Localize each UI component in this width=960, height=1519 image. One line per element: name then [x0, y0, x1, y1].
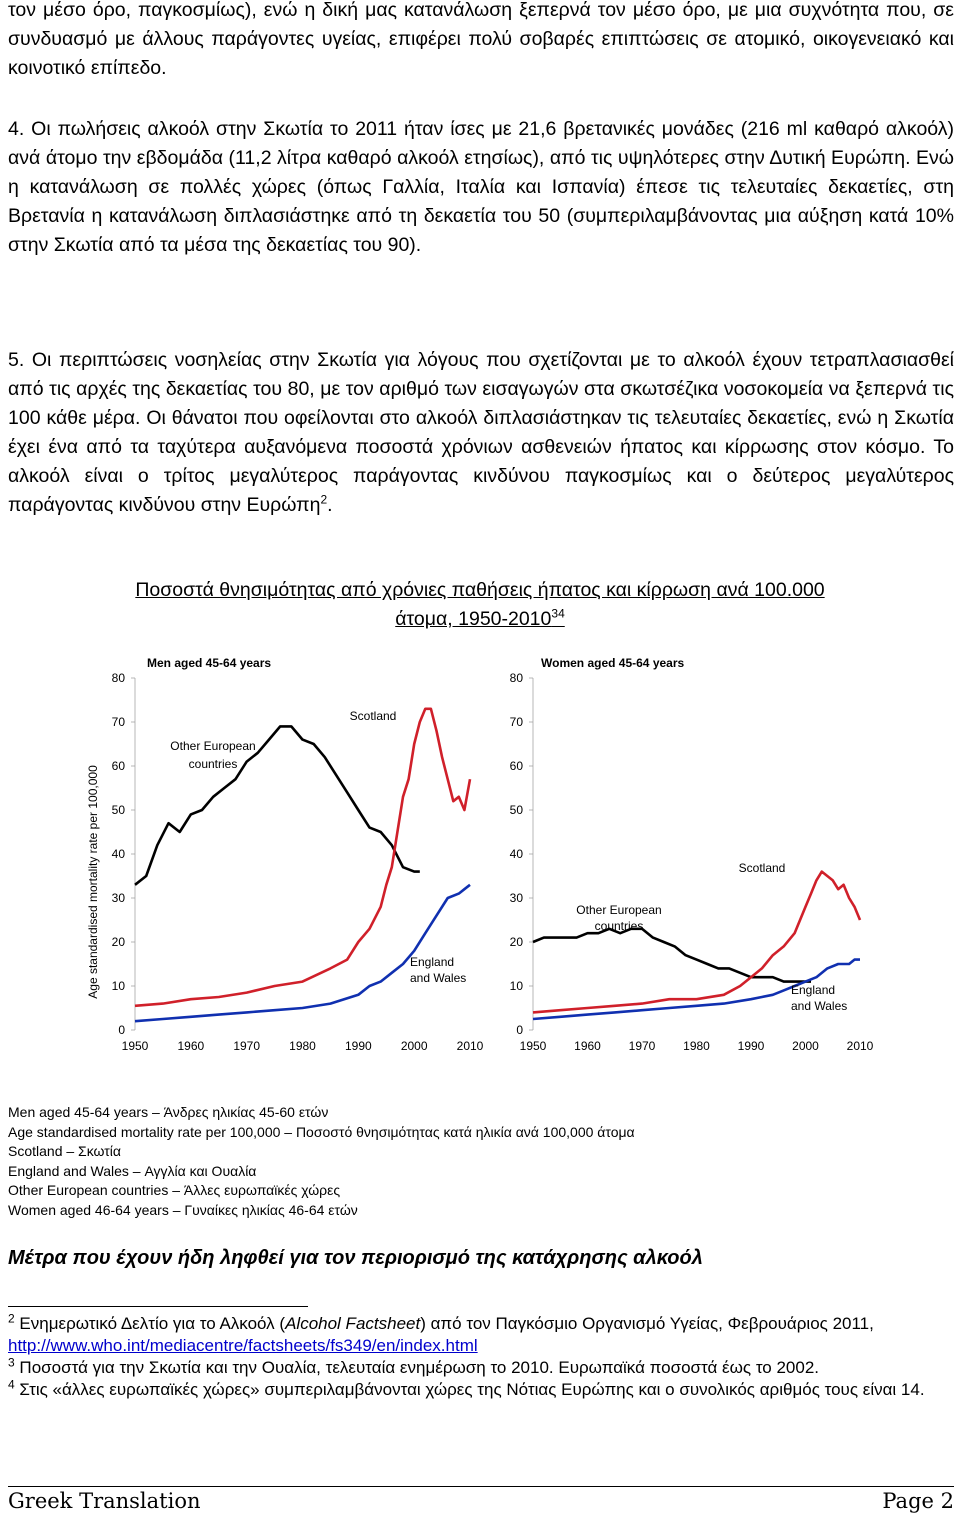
- mortality-charts: [0, 650, 960, 1070]
- page-footer: [8, 1486, 954, 1513]
- figure-title-line2: [0, 605, 960, 634]
- footnote-3-number: 3: [8, 1355, 15, 1370]
- page-number: Page 2: [882, 1489, 954, 1513]
- x-tick-label: 2010: [846, 1039, 874, 1053]
- y-tick-label: 80: [509, 671, 523, 685]
- y-tick-label: 70: [111, 715, 125, 729]
- x-tick-label: 2000: [400, 1039, 428, 1053]
- y-tick-label: 60: [111, 759, 125, 773]
- paragraph-5-text: 5. Οι περιπτώσεις νοσηλείας στην Σκωτία για λόγους που σχετίζονται με το αλκοόλ έχουν τετραπλασιασθεί από τις αρχές της δεκαετίας του 80, με τον αριθμό των εισαγωγών στα σκωτσέζικα νοσοκομεία να ξεπερνά τις 100 κάθε μέρα. Οι θάνατοι που οφείλονται στο αλκοόλ διπλασιάστηκαν τις τελευταίες δεκαετίες, ενώ η Σκωτία έχει ένα από τα ταχύτερα αυξανόμενα ποσοστά χρόνιων ασθενειών ήπατος και κίρρωσης στον κόσμο. Το αλκοόλ είναι ο τρίτος μεγαλύτερος παράγοντας κινδύνου παγκοσμίως και ο δεύτερος μεγαλύτερος παράγοντας κινδύνου στην Ευρώπη: [8, 349, 954, 516]
- footnote-2-number: 2: [8, 1311, 15, 1326]
- x-tick-label: 1990: [344, 1039, 372, 1053]
- y-tick-label: 20: [111, 935, 125, 949]
- y-tick-label: 60: [509, 759, 523, 773]
- x-tick-label: 1960: [574, 1039, 601, 1053]
- footnote-4-text: Στις «άλλες ευρωπαϊκές χώρες» συμπεριλαμβάνονται χώρες της Νότιας Ευρώπης και ο συνολικός αριθμός τους είναι 14.: [19, 1380, 925, 1399]
- y-tick-label: 50: [509, 803, 523, 817]
- footnote-4: [8, 1379, 954, 1401]
- footnote-3: [8, 1357, 954, 1379]
- translation-legend: [8, 1103, 635, 1220]
- figure-title: [0, 576, 960, 634]
- annotation-england-wales: England: [410, 955, 455, 969]
- legend-line: Scotland – Σκωτία: [8, 1143, 121, 1159]
- other-europe-line: [533, 929, 811, 982]
- y-tick-label: 20: [509, 935, 523, 949]
- who-factsheet-link[interactable]: http://www.who.int/mediacentre/factsheets/fs349/en/index.html: [8, 1336, 478, 1355]
- paragraph-4: 4. Οι πωλήσεις αλκοόλ στην Σκωτία το 2011 ήταν ίσες με 21,6 βρετανικές μονάδες (216 ml καθαρό αλκοόλ) ανά άτομο την εβδομάδα (11,2 λίτρα καθαρό αλκοόλ ετησίως), από τις υψηλότερες στην Δυτική Ευρώπη. Ενώ η κατανάλωση σε πολλές χώρες (όπως Γαλλία, Ιταλία και Ισπανία) έπεσε τις τελευταίες δεκαετίες, στη Βρετανία η κατανάλωση διπλασιάστηκε από τη δεκαετία του 50 (συμπεριλαμβάνοντας μια αύξηση κατά 10% στην Σκωτία από τα μέσα της δεκαετίας του 90).: [8, 118, 954, 256]
- x-tick-label: 2010: [456, 1039, 484, 1053]
- y-tick-label: 80: [111, 671, 125, 685]
- legend-line: England and Wales – Αγγλία και Ουαλία: [8, 1162, 257, 1179]
- annotation-other-european: Other European: [170, 739, 256, 753]
- annotation-other-european: countries: [594, 919, 644, 933]
- x-tick-label: 1950: [121, 1039, 149, 1053]
- x-tick-label: 1960: [177, 1039, 205, 1053]
- x-tick-label: 1950: [519, 1039, 547, 1053]
- annotation-other-european: countries: [188, 757, 238, 771]
- y-tick-label: 30: [509, 891, 523, 905]
- footnote-ref-2[interactable]: 2: [320, 492, 328, 507]
- y-tick-label: 50: [111, 803, 125, 817]
- footnote-2-text-b: ) από τον Παγκόσμιο Οργανισμό Υγείας, Φεβρουάριος 2011,: [420, 1314, 874, 1333]
- x-tick-label: 2000: [792, 1039, 819, 1053]
- annotation-england-wales: England: [791, 983, 836, 997]
- x-tick-label: 1990: [737, 1039, 765, 1053]
- footer-left: Greek Translation: [8, 1489, 201, 1513]
- footnote-2-text-a: Ενημερωτικό Δελτίο για το Αλκοόλ (: [19, 1314, 286, 1333]
- footnote-3-text: Ποσοστά για την Σκωτία και την Ουαλία, τελευταία ενημέρωση το 2010. Ευρωπαϊκά ποσοστά έως το 2002.: [19, 1358, 820, 1377]
- y-tick-label: 0: [516, 1023, 523, 1037]
- y-tick-label: 10: [111, 979, 125, 993]
- annotation-england-wales: and Wales: [791, 999, 848, 1013]
- y-tick-label: 40: [509, 847, 523, 861]
- section-heading: Μέτρα που έχουν ήδη ληφθεί για τον περιορισμό της κατάχρησης αλκοόλ: [8, 1247, 703, 1269]
- y-tick-label: 40: [111, 847, 125, 861]
- figure-title-sup: 34: [551, 606, 565, 621]
- x-tick-label: 1980: [289, 1039, 316, 1053]
- intro-paragraph: τον μέσο όρο, παγκοσμίως), ενώ η δική μας κατανάλωση ξεπερνά τον μέσο όρο, με μια συχνότητα που, σε συνδυασμό με άλλους παράγοντες υγείας, επιφέρει πολύ σοβαρές επιπτώσεις σε ατομικό, οικογενειακό και κοινοτικό επίπεδο.: [8, 0, 954, 79]
- footnote-4-number: 4: [8, 1377, 15, 1392]
- paragraph-5-end: .: [327, 494, 333, 516]
- legend-line: Age standardised mortality rate per 100,000 – Ποσοστό θνησιμότητας κατά ηλικία ανά 100,000 άτομα: [8, 1123, 635, 1140]
- footnotes: [8, 1313, 954, 1401]
- x-tick-label: 1970: [628, 1039, 656, 1053]
- legend-line: Men aged 45-64 years – Άνδρες ηλικίας 45-60 ετών: [8, 1104, 329, 1120]
- y-tick-label: 30: [111, 891, 125, 905]
- y-axis-label: Age standardised mortality rate per 100,000: [86, 765, 100, 999]
- footnote-2-italic: Alcohol Factsheet: [285, 1314, 421, 1333]
- annotation-other-european: Other European: [576, 903, 662, 917]
- chart-title: Women aged 45-64 years: [541, 656, 685, 670]
- x-tick-label: 1970: [233, 1039, 261, 1053]
- chart-title: Men aged 45-64 years: [147, 656, 272, 670]
- figure-title-line1: Ποσοστά θνησιμότητας από χρόνιες παθήσεις ήπατος και κίρρωση ανά 100.000: [135, 579, 825, 601]
- footnote-2: [8, 1313, 954, 1357]
- x-tick-label: 1980: [683, 1039, 710, 1053]
- y-tick-label: 70: [509, 715, 523, 729]
- annotation-england-wales: and Wales: [410, 971, 467, 985]
- annotation-scotland: Scotland: [738, 861, 786, 875]
- paragraph-5: [8, 346, 954, 520]
- annotation-scotland: Scotland: [349, 709, 397, 723]
- footnote-separator: [8, 1306, 308, 1307]
- legend-line: Women aged 46-64 years – Γυναίκες ηλικίας 46-64 ετών: [8, 1201, 358, 1218]
- figure-title-line2-text: άτομα, 1950-2010: [395, 608, 552, 630]
- y-tick-label: 10: [509, 979, 523, 993]
- legend-line: Other European countries – Άλλες ευρωπαϊκές χώρες: [8, 1182, 341, 1198]
- y-tick-label: 0: [118, 1023, 125, 1037]
